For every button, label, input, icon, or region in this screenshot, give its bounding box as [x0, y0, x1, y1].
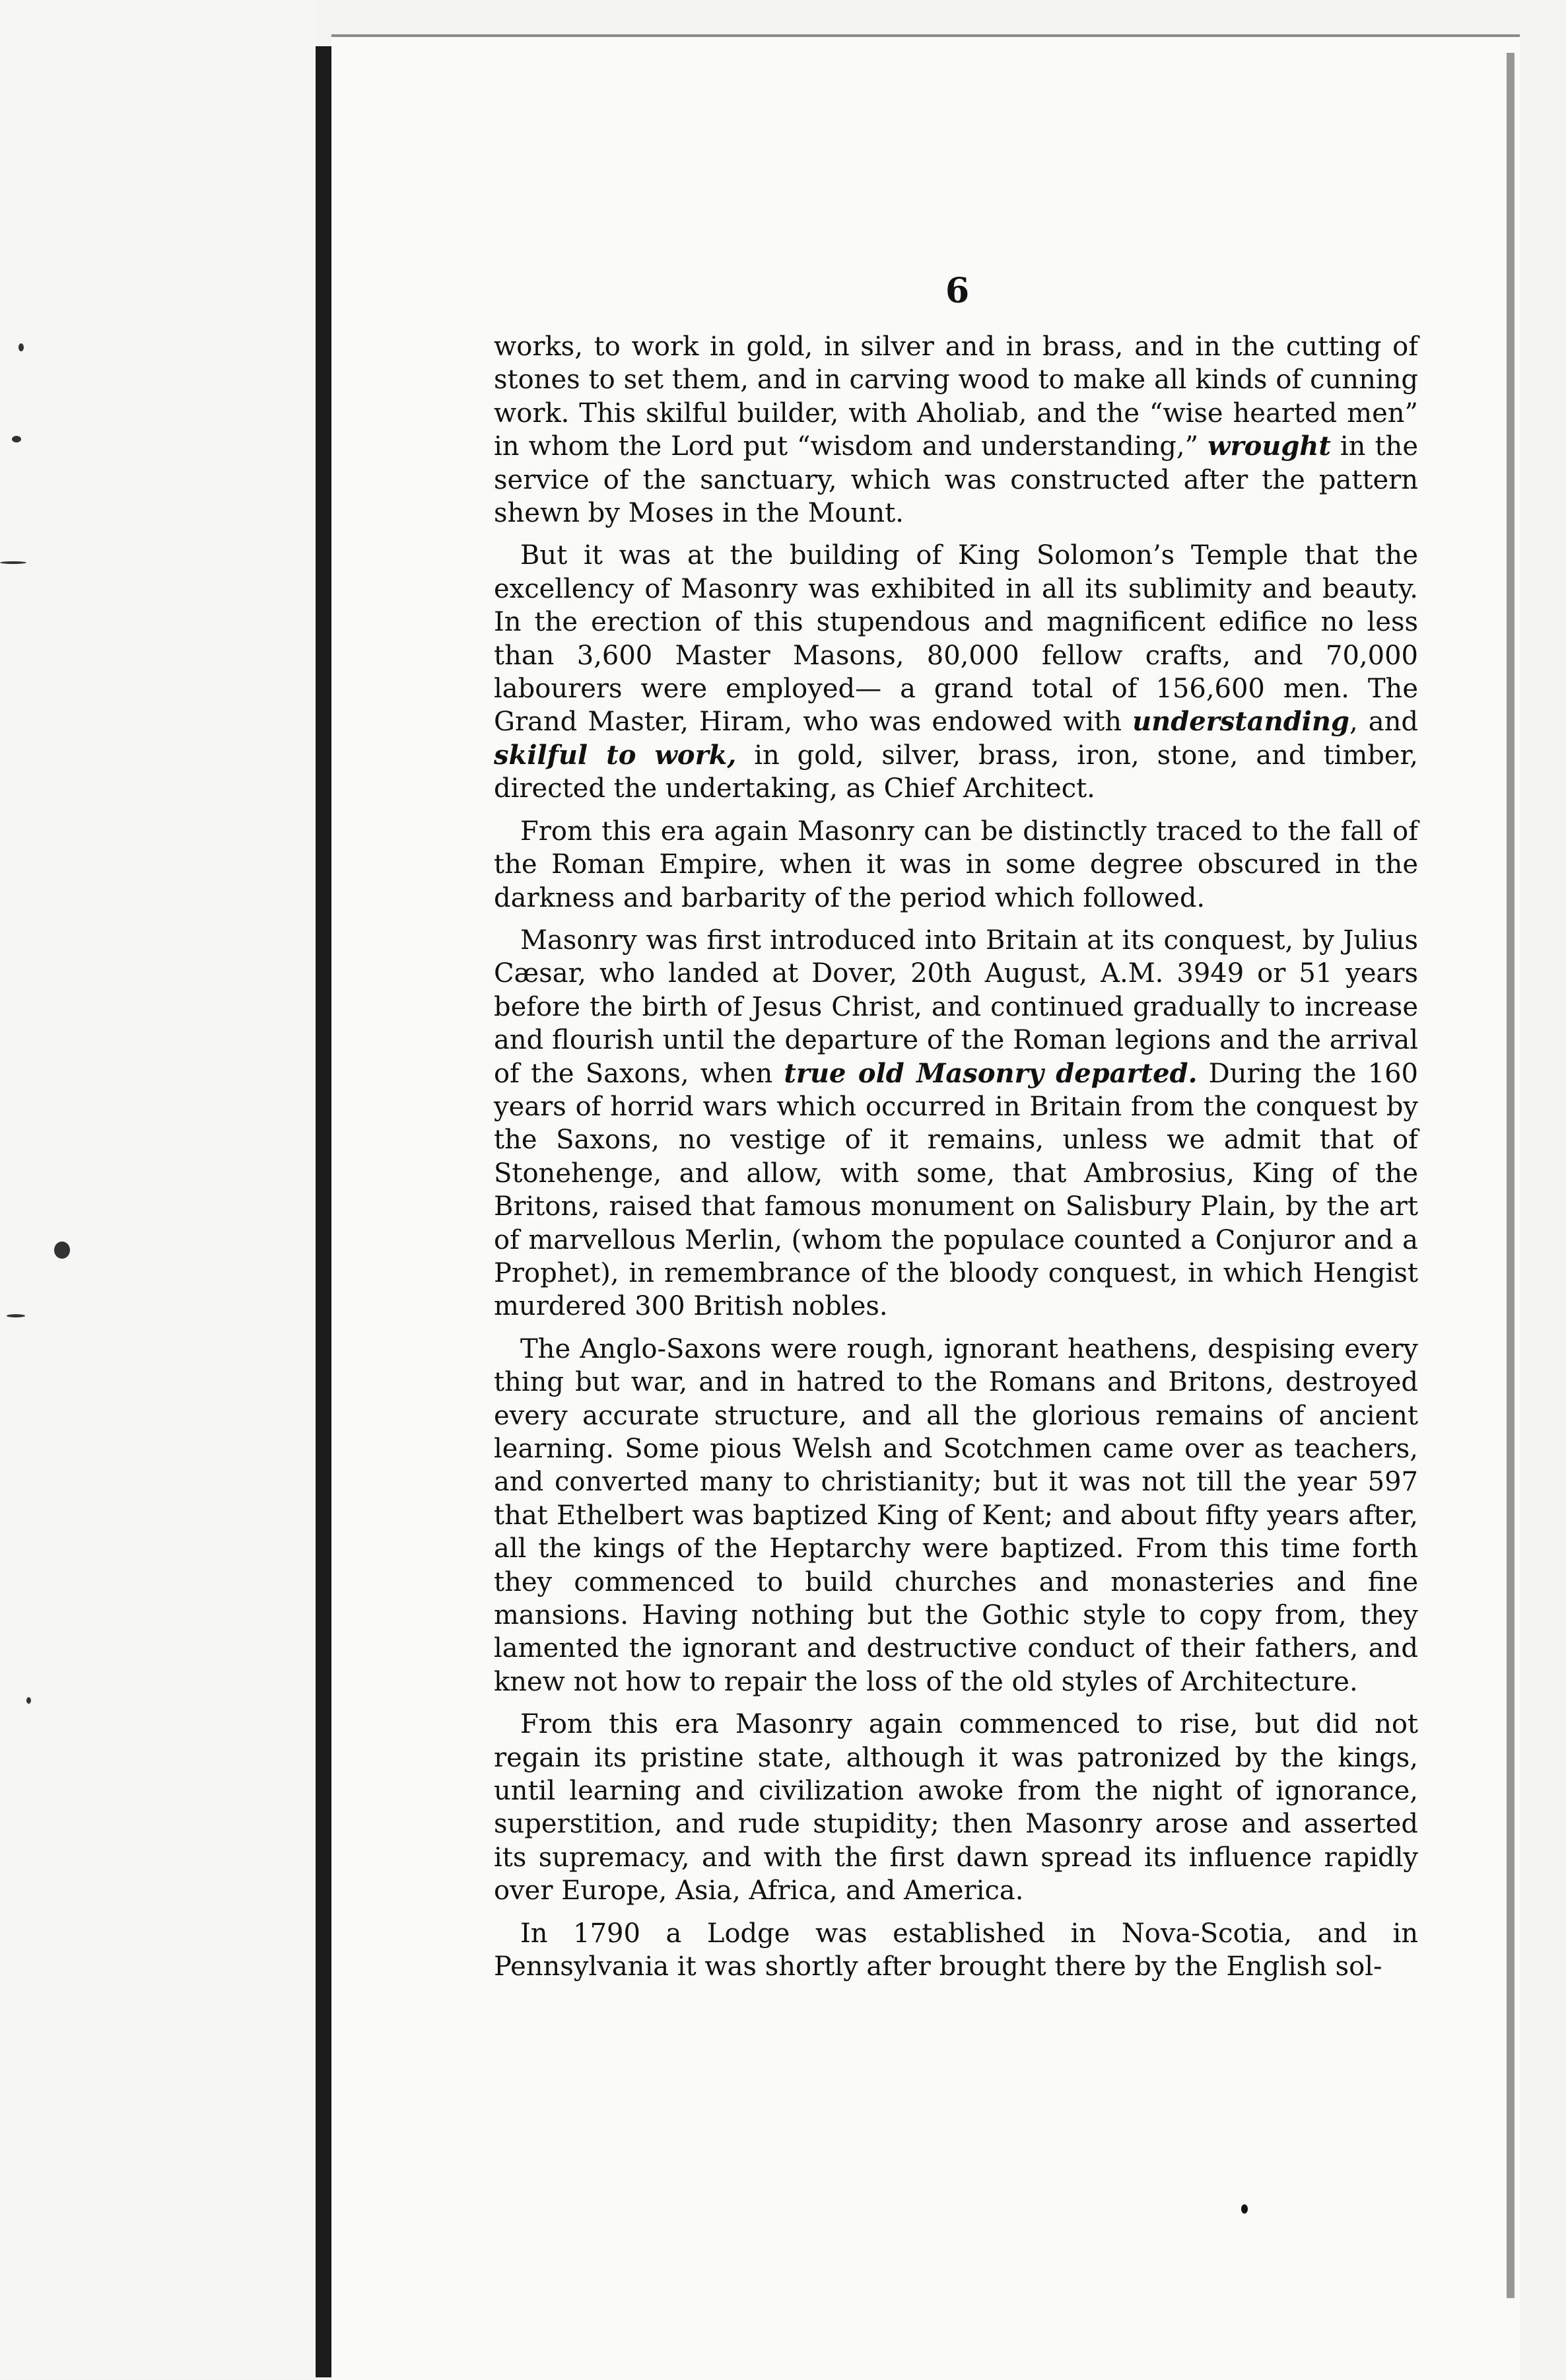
- page-number: 6: [945, 271, 970, 311]
- left-margin: [0, 0, 316, 2377]
- text-run: , and: [1349, 707, 1418, 738]
- text-run: in the service of the sanctuary, which was constructed after the pattern shewn by Moses in the Mount.: [494, 431, 1418, 529]
- paragraph-p7: [494, 1917, 1418, 1984]
- italic-text: skilful to work,: [494, 739, 737, 771]
- scan-speck: [7, 1314, 25, 1317]
- paragraph-p6: [494, 1708, 1418, 1907]
- paragraph-p5: [494, 1333, 1418, 1698]
- paragraph-p2: [494, 539, 1418, 805]
- body-text: [494, 330, 1418, 1993]
- ink-dot: [1241, 2204, 1248, 2214]
- italic-text: true old Masonry departed.: [784, 1057, 1198, 1089]
- text-run: But it was at the building of King Solomon’s Temple that the excellency of Masonry was exhibited in all its sublimity and beauty. In the erection of this stupendous and magnificent edifice no less than 3,600 Master Masons, 80,000 fellow crafts, and 70,000 labourers were employed— a grand total of 156,600 men. The Grand Master, Hiram, who was endowed with: [494, 540, 1418, 738]
- scan-speck: [26, 1697, 31, 1704]
- text-run: From this era again Masonry can be distinctly traced to the fall of the Roman Empire, when it was in some degree obscured in the darkness and barbarity of the period which followed.: [494, 816, 1418, 913]
- text-run: works, to work in gold, in silver and in brass, and in the cutting of stones to set them, and in carving wood to make all kinds of cunning work. This skilful builder, with Aholiab, and the “wise hearted men” in whom the Lord put “wisdom and understanding,”: [494, 332, 1418, 462]
- page-right-edge: [1507, 53, 1515, 2298]
- page-binding-shadow: [316, 46, 331, 2377]
- paragraph-p3: [494, 815, 1418, 915]
- text-run: During the 160 years of horrid wars which occurred in Britain from the conquest by the Saxons, no vestige of it remains, unless we admit that of Stonehenge, and allow, with some, that Ambrosius, King of the Britons, raised that famous monument on Salisbury Plain, by the art of marvellous Merlin, (whom the populace counted a Conjuror and a Prophet), in remembrance of the bloody conquest, in which Hengist murdered 300 British nobles.: [494, 1058, 1418, 1322]
- scan-speck: [18, 343, 24, 351]
- text-run: In 1790 a Lodge was established in Nova-Scotia, and in Pennsylvania it was shortly after brought there by the English sol-: [494, 1918, 1418, 1982]
- paragraph-p4: [494, 924, 1418, 1323]
- text-run: Masonry was first introduced into Britain at its conquest, by Julius Cæsar, who landed at Dover, 20th August, A.M. 3949 or 51 years before the birth of Jesus Christ, and continued gradually to increase and flourish until the departure of the Roman legions and the arrival of the Saxons, when: [494, 925, 1418, 1089]
- text-run: From this era Masonry again commenced to rise, but did not regain its pristine state, although it was patronized by the kings, until learning and civilization awoke from the night of ignorance, superstition, and rude stupidity; then Masonry arose and asserted its supremacy, and with the first dawn spread its influence rapidly over Europe, Asia, Africa, and America.: [494, 1709, 1418, 1907]
- text-run: The Anglo-Saxons were rough, ignorant heathens, despising every thing but war, and in hatred to the Romans and Britons, destroyed every accurate structure, and all the glorious remains of ancient learning. Some pious Welsh and Scotchmen came over as teachers, and converted many to christianity; but it was not till the year 597 that Ethelbert was baptized King of Kent; and about fifty years after, all the kings of the Heptarchy were baptized. From this time forth they commenced to build churches and monasteries and fine mansions. Having nothing but the Gothic style to copy from, they lamented the ignorant and destructive conduct of their fathers, and knew not how to repair the loss of the old styles of Architecture.: [494, 1333, 1418, 1697]
- scan-speck: [54, 1242, 70, 1259]
- scan-speck: [0, 561, 26, 564]
- italic-text: wrought: [1208, 431, 1331, 462]
- scan-speck: [12, 436, 21, 442]
- paragraph-p1: [494, 330, 1418, 530]
- text-run: in gold, silver, brass, iron, stone, and timber, directed the undertaking, as Chief Architect.: [494, 740, 1419, 804]
- italic-text: understanding: [1132, 706, 1349, 738]
